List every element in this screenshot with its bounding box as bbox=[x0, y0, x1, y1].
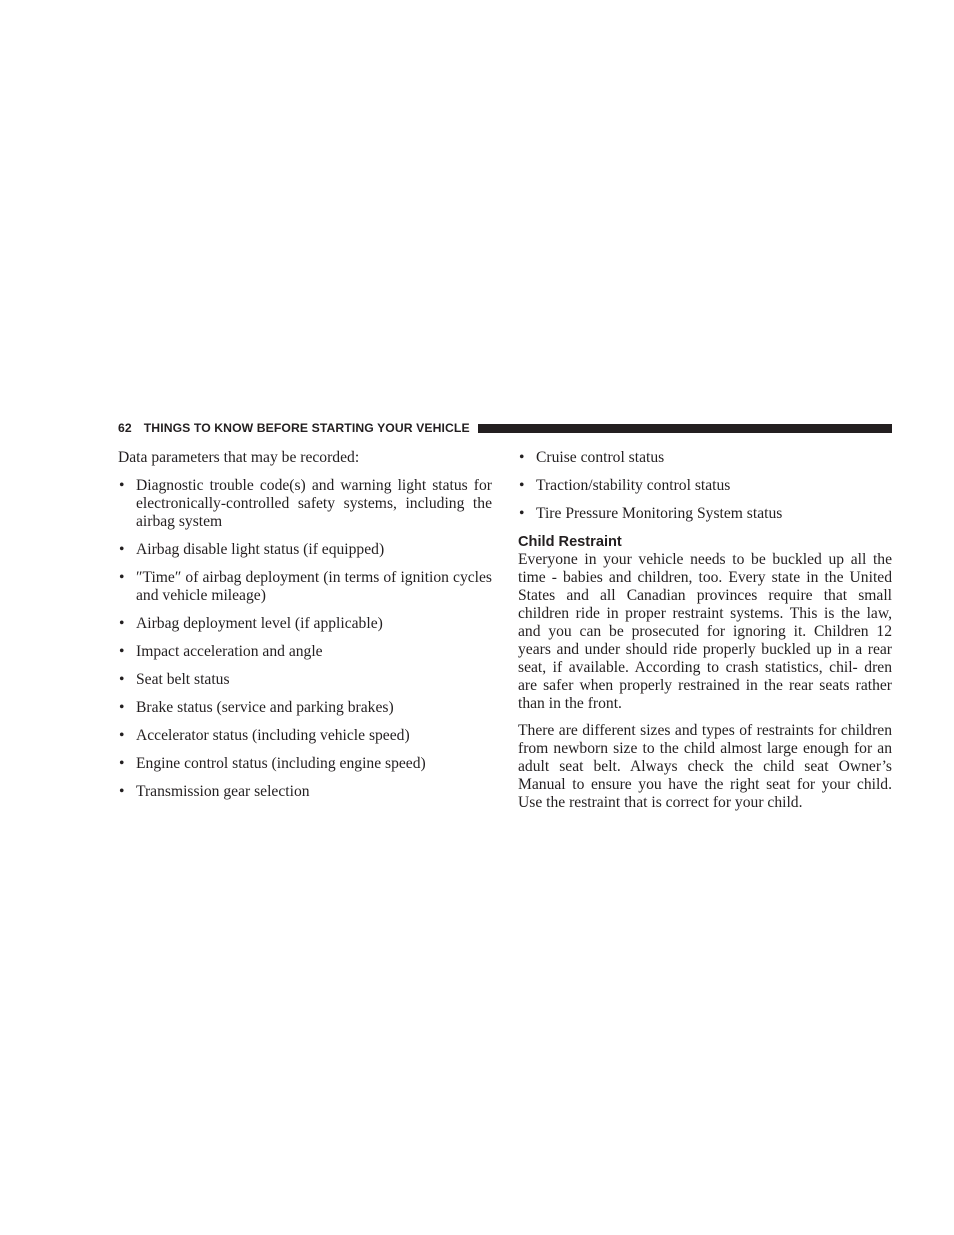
list-item-text: ″Time″ of airbag deployment (in terms of ignition cycles and vehicle mileage) bbox=[136, 569, 492, 604]
list-item-text: Engine control status (including engine speed) bbox=[136, 755, 426, 772]
bullet-icon: • bbox=[119, 727, 125, 744]
list-item-text: Airbag deployment level (if applicable) bbox=[136, 615, 383, 632]
page-number: 62 bbox=[118, 421, 132, 435]
bullet-icon: • bbox=[119, 755, 125, 772]
list-item-text: Brake status (service and parking brakes) bbox=[136, 699, 394, 716]
list-item bbox=[518, 477, 892, 495]
list-item-text: Seat belt status bbox=[136, 671, 230, 688]
bullet-icon: • bbox=[119, 643, 125, 660]
bullet-icon: • bbox=[119, 615, 125, 632]
header-rule bbox=[478, 424, 892, 433]
list-item-text: Airbag disable light status (if equipped) bbox=[136, 541, 385, 558]
bullet-icon: • bbox=[119, 541, 125, 558]
list-item bbox=[118, 643, 492, 661]
bullet-icon: • bbox=[519, 505, 525, 522]
list-item-text: Impact acceleration and angle bbox=[136, 643, 323, 660]
list-item bbox=[118, 615, 492, 633]
body-paragraph: There are different sizes and types of restraints for children from newborn size to the child almost large enough for an adult seat belt. Always check the child seat Owner’s Manual to ensure you have the right seat for your child. Use the restraint that is correct for your child. bbox=[518, 722, 892, 811]
list-item bbox=[118, 477, 492, 531]
page-header bbox=[118, 419, 892, 437]
list-item bbox=[118, 783, 492, 801]
bullet-icon: • bbox=[119, 699, 125, 716]
list-item-text: Tire Pressure Monitoring System status bbox=[536, 505, 783, 522]
list-item-text: Traction/stability control status bbox=[536, 477, 731, 494]
data-parameters-list-continued bbox=[518, 449, 892, 523]
list-item-text: Transmission gear selection bbox=[136, 783, 310, 800]
left-column bbox=[118, 449, 492, 811]
child-restraint-heading: Child Restraint bbox=[518, 534, 622, 550]
list-item bbox=[118, 569, 492, 605]
bullet-icon: • bbox=[119, 477, 125, 494]
section-title: THINGS TO KNOW BEFORE STARTING YOUR VEHICLE bbox=[143, 421, 470, 435]
list-item bbox=[118, 755, 492, 773]
list-item-text: Accelerator status (including vehicle speed) bbox=[136, 727, 410, 744]
list-item bbox=[118, 727, 492, 745]
bullet-icon: • bbox=[119, 783, 125, 800]
list-item bbox=[518, 449, 892, 467]
bullet-icon: • bbox=[519, 477, 525, 494]
list-item bbox=[518, 505, 892, 523]
body-paragraph: Everyone in your vehicle needs to be buckled up all the time - babies and children, too. Every state in the United States and all Canadian provinces require that small children ride in proper restraint systems. This is the law, and you can be prosecuted for ignoring it. Children 12 years and under should ride properly buckled up in a rear seat, if available. According to crash statistics, chil- dren are safer when properly restrained in the rear seats rather than in the front. bbox=[518, 551, 892, 712]
list-item bbox=[118, 541, 492, 559]
bullet-icon: • bbox=[119, 671, 125, 688]
bullet-icon: • bbox=[519, 449, 525, 466]
list-item-text: Cruise control status bbox=[536, 449, 665, 466]
list-item bbox=[118, 699, 492, 717]
list-item-text: Diagnostic trouble code(s) and warning light status for electronically-controlled safety systems, including the airbag system bbox=[136, 477, 492, 530]
intro-text: Data parameters that may be recorded: bbox=[118, 449, 360, 466]
bullet-icon: • bbox=[119, 569, 125, 586]
data-parameters-list bbox=[118, 477, 492, 801]
list-item bbox=[118, 671, 492, 689]
right-column bbox=[518, 449, 892, 821]
